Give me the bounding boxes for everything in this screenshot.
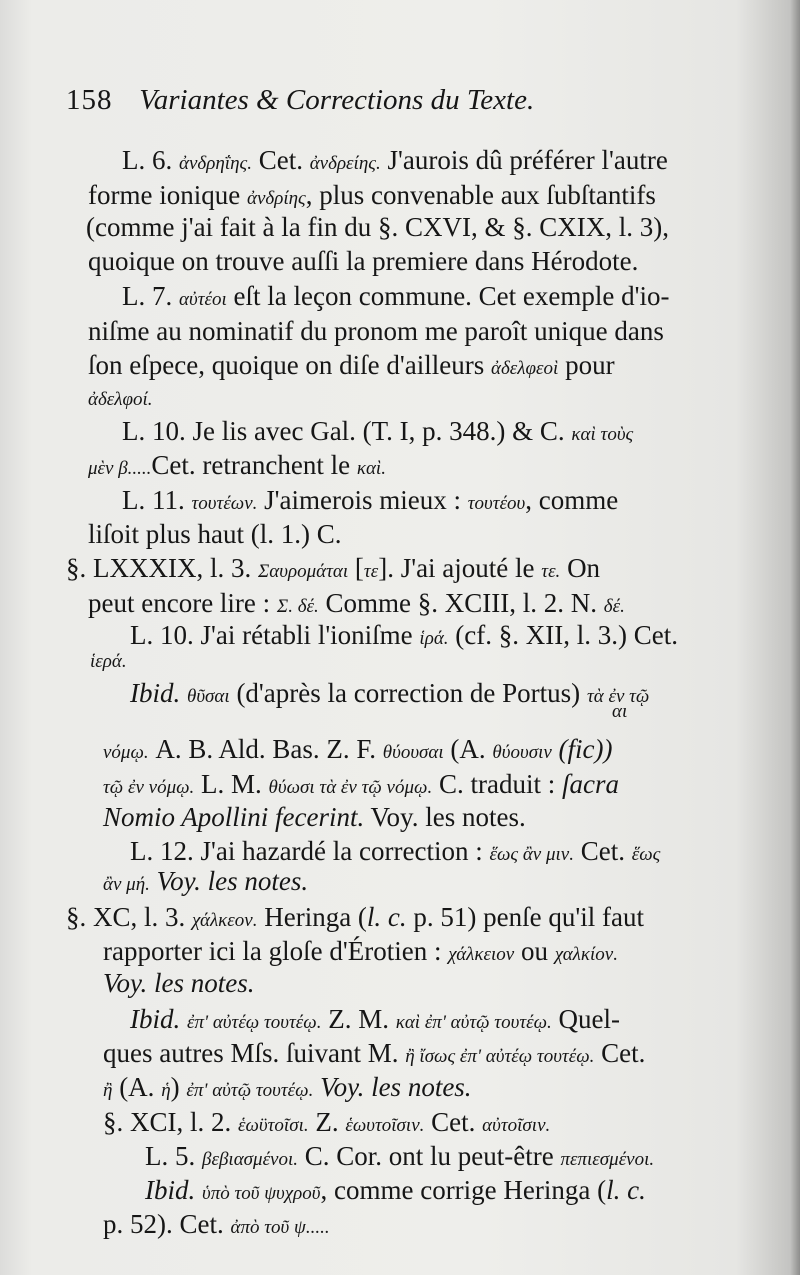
text-line (103, 868, 308, 895)
text-line (122, 283, 669, 310)
roman-text: L. 10. J'ai rétabli l'ioniſme (130, 620, 420, 650)
text-line (103, 1211, 330, 1238)
greek-text: χάλκειον (448, 944, 515, 965)
roman-text: Quel- (551, 1004, 621, 1034)
text-line (130, 1006, 620, 1033)
roman-text: Z. M. (321, 1004, 396, 1034)
running-title: Variantes & Corrections du Texte. (139, 84, 535, 116)
text-line (130, 838, 660, 865)
roman-text: rapporter ici la gloſe d'Érotien : (103, 936, 449, 966)
italic-text: Voy. les notes. (103, 968, 255, 998)
roman-text: C. traduit : (432, 769, 562, 799)
roman-text: Heringa ( (257, 902, 367, 932)
italic-text: Nomio Apollini fecerint. (103, 802, 365, 832)
page-number: 158 (66, 84, 113, 116)
greek-text: τουτέων. (191, 493, 258, 514)
greek-text: δέ. (603, 596, 625, 617)
roman-text: quoique on trouve auſſi la premiere dans Hérodote. (88, 246, 639, 276)
text-line (145, 1177, 646, 1204)
roman-text: peut encore lire : (88, 588, 277, 618)
roman-text: §. XCI, l. 2. (103, 1107, 238, 1137)
roman-text: J'aimerois mieux : (257, 485, 468, 515)
italic-text: l. c. (366, 902, 407, 932)
roman-text: [ (348, 553, 364, 583)
text-line (103, 1109, 550, 1136)
italic-text: l. c. (606, 1175, 646, 1205)
roman-text: (comme j'ai fait à la fin du §. CXVI, & §. CXIX, l. 3), (86, 212, 669, 242)
text-line (88, 318, 664, 345)
greek-text: ἕως ἂν μιν. (489, 844, 574, 865)
text-line (88, 521, 342, 548)
greek-text: ἀνδρηΐης. (179, 153, 252, 174)
greek-text: ἐπ' αὐτῷ τουτέῳ. (186, 1080, 314, 1101)
greek-text: τῷ ἐν νόμῳ. (103, 777, 195, 798)
greek-text: καὶ. (356, 458, 386, 479)
greek-text: ἀνδρίης (246, 188, 306, 209)
greek-text: ἑωυτοῖσιν. (345, 1115, 425, 1136)
text-line (66, 555, 600, 582)
roman-text: L. 12. J'ai hazardé la correction : (130, 836, 490, 866)
text-line (88, 248, 638, 275)
roman-text: L. 11. (122, 485, 192, 515)
greek-text: ἐπ' αὐτέῳ τουτέῳ. (187, 1012, 322, 1033)
roman-text: ) (170, 1072, 187, 1102)
roman-text: eſt la leçon commune. Cet exemple d'io- (226, 281, 670, 311)
greek-text: καὶ ἐπ' αὐτῷ τουτέῳ. (395, 1012, 552, 1033)
greek-text: μὲν β..... (88, 458, 152, 479)
roman-text: L. 10. Je lis avec Gal. (T. I, p. 348.) & C. (122, 416, 572, 446)
roman-text: p. 52). Cet. (103, 1209, 231, 1239)
greek-text: ἕως (631, 844, 661, 865)
roman-text: (cf. §. XII, l. 3.) Cet. (448, 620, 678, 650)
greek-text: αὐτέοι (179, 289, 227, 310)
greek-text: τε (363, 561, 379, 582)
roman-text: Cet. retranchent le (151, 450, 357, 480)
roman-text: , plus convenable aux ſubſtantifs (305, 180, 656, 210)
roman-text: Cet. (424, 1107, 483, 1137)
greek-text: θύουσαι (382, 742, 444, 763)
text-line (103, 771, 619, 798)
greek-text: ἡ (161, 1080, 171, 1101)
roman-text: C. Cor. ont lu peut-être (298, 1141, 561, 1171)
roman-text: ques autres Mſs. ſuivant M. (103, 1038, 406, 1068)
superscript-variant: αι (612, 701, 628, 722)
roman-text: L. M. (194, 769, 269, 799)
roman-text: p. 51) penſe qu'il faut (406, 902, 644, 932)
roman-text: A. B. Ald. Bas. Z. F. (148, 734, 383, 764)
roman-text: pour (558, 350, 615, 380)
greek-text: χάλκεον. (192, 910, 258, 931)
text-line (122, 418, 633, 445)
text-line (90, 645, 127, 672)
roman-text: (A. (112, 1072, 162, 1102)
roman-text: , comme (525, 485, 619, 515)
greek-text: ἑωϋτοῖσι. (238, 1115, 309, 1136)
text-line (103, 1074, 472, 1101)
greek-text: θύωσι τὰ ἐν τῷ νόμῳ. (268, 777, 433, 798)
roman-text: §. XC, l. 3. (66, 902, 193, 932)
roman-text: (A. (443, 734, 493, 764)
italic-text: Voy. les notes. (149, 866, 309, 896)
greek-text: ἢ ἴσως ἐπ' αὐτέῳ τουτέῳ. (405, 1046, 595, 1067)
greek-text: θῦσαι (187, 686, 230, 707)
greek-text: ἀδελφεοὶ (491, 358, 559, 379)
roman-text: L. 5. (145, 1141, 202, 1171)
greek-text: ἂν μή. (103, 874, 150, 895)
text-line (130, 622, 678, 649)
italic-text: ſacra (561, 769, 619, 799)
italic-text: Ibid. (145, 1175, 202, 1205)
greek-text: καὶ τοὺς (571, 424, 634, 445)
roman-text: liſoit plus haut (l. 1.) C. (88, 519, 342, 549)
roman-text: Cet. (594, 1038, 646, 1068)
roman-text: (d'après la correction de Portus) (229, 678, 587, 708)
roman-text: forme ionique (88, 180, 247, 210)
text-line (103, 1040, 645, 1067)
roman-text: ou (514, 936, 555, 966)
greek-text: θύουσιν (492, 742, 552, 763)
text-line (88, 182, 656, 209)
text-line (86, 214, 669, 241)
greek-text: ἀπὸ τοῦ ψ..... (230, 1217, 330, 1238)
page-header (66, 86, 534, 115)
greek-text: ὑπὸ τοῦ ψυχροῦ (202, 1183, 321, 1204)
text-line (122, 487, 618, 514)
greek-text: ἱερά. (90, 651, 127, 672)
text-line (88, 590, 625, 617)
italic-text: Ibid. (130, 1004, 187, 1034)
greek-text: αὐτοῖσιν. (482, 1115, 551, 1136)
greek-text: ἢ (103, 1080, 113, 1101)
roman-text: J'aurois dû préférer l'autre (380, 145, 668, 175)
greek-text: ἱρά. (419, 628, 449, 649)
italic-text: Ibid. (130, 678, 187, 708)
greek-text: βεβιασμένοι. (202, 1149, 299, 1170)
greek-text: χαλκίον. (554, 944, 618, 965)
greek-text: Σαυρομάται (257, 561, 349, 582)
text-line (66, 904, 644, 931)
text-line (130, 680, 649, 707)
roman-text: On (560, 553, 601, 583)
text-line (103, 970, 254, 997)
greek-text: ἀνδρείης. (309, 153, 381, 174)
text-line (88, 452, 386, 479)
text-line (103, 736, 613, 763)
text-line (122, 147, 668, 174)
roman-text: L. 6. (122, 145, 179, 175)
text-line (103, 938, 618, 965)
roman-text: Z. (308, 1107, 346, 1137)
greek-text: Σ. δέ. (276, 596, 319, 617)
roman-text: Voy. les notes. (364, 802, 526, 832)
roman-text: ]. J'ai ajouté le (378, 553, 542, 583)
greek-text: ἀδελφοί. (88, 389, 153, 410)
roman-text: , comme corrige Heringa ( (320, 1175, 607, 1205)
greek-text: τουτέου (467, 493, 526, 514)
roman-text: Comme §. XCIII, l. 2. N. (318, 588, 604, 618)
text-line (88, 383, 153, 410)
greek-text: τὰ ἐν τῷ (586, 686, 650, 707)
greek-text: νόμῳ. (103, 742, 149, 763)
italic-text: (fic)) (551, 734, 613, 764)
roman-text: §. LXXXIX, l. 3. (66, 553, 258, 583)
italic-text: Voy. les notes. (313, 1072, 472, 1102)
text-line (88, 352, 615, 379)
roman-text: ſon eſpece, quoique on diſe d'ailleurs (88, 350, 491, 380)
roman-text: Cet. (573, 836, 632, 866)
text-line (103, 804, 526, 831)
roman-text: Cet. (251, 145, 310, 175)
roman-text: niſme au nominatif du pronom me paroît unique dans (88, 316, 664, 346)
greek-text: τε. (541, 561, 561, 582)
greek-text: πεπιεσμένοι. (560, 1149, 655, 1170)
text-line (145, 1143, 654, 1170)
roman-text: L. 7. (122, 281, 179, 311)
